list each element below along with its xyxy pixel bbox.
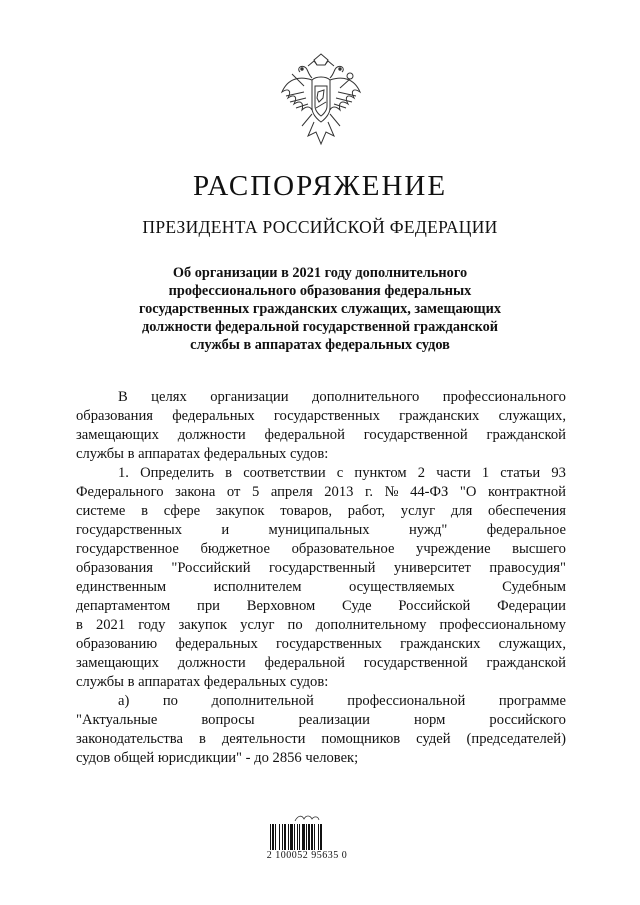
body-word: при [197, 598, 220, 614]
subject-line: должности федеральной государственной гражданской [141, 319, 499, 335]
body-word: дополнительному [315, 617, 427, 633]
body-word: государственных [273, 408, 380, 424]
barcode-bar [311, 824, 313, 850]
body-word: Федерации [497, 598, 566, 614]
body-word: услуг [240, 617, 275, 633]
barcode-bar [275, 824, 276, 850]
body-word: в [225, 465, 233, 481]
barcode-bar [294, 824, 295, 850]
body-word: бюджетное [200, 541, 270, 557]
body-line [76, 730, 566, 749]
subject-line: службы в аппаратах федеральных судов [190, 337, 450, 353]
body-line [76, 502, 566, 521]
body-word: осуществляемых [348, 579, 455, 595]
body-word: пунктом [354, 465, 407, 481]
body-word: учреждение [416, 541, 491, 557]
body-word: 1. [118, 465, 129, 481]
body-word: организации [210, 389, 289, 405]
body-word: образовательное [291, 541, 395, 557]
body-word: 2 [417, 465, 426, 481]
body-word: российского [489, 712, 566, 728]
body-word: закупок [215, 503, 265, 519]
body-word: товаров, [280, 503, 333, 519]
barcode-bar [320, 824, 322, 850]
body-word: должности [177, 427, 246, 443]
body-word: Российской [398, 598, 471, 614]
body-word: помощников [321, 731, 401, 747]
barcode-bar [308, 824, 310, 850]
body-word: дополнительного [312, 389, 420, 405]
small-emblem-mark-icon [292, 813, 322, 823]
body-word: федеральной [264, 427, 345, 443]
barcode-bar [288, 824, 289, 850]
body-word: высшего [512, 541, 566, 557]
body-word: должности [177, 655, 246, 671]
body-word: для [450, 503, 473, 519]
body-word: замещающих [76, 427, 159, 443]
barcode-icon [270, 824, 346, 850]
body-word: гражданских [400, 636, 481, 652]
body-line [76, 692, 566, 711]
body-word: 44-ФЗ [410, 484, 449, 500]
body-line [76, 711, 566, 730]
body-line [76, 464, 566, 483]
body-word: гражданской [486, 655, 566, 671]
body-word: профессиональной [347, 693, 466, 709]
body-word: деятельности [221, 731, 306, 747]
body-word: государственных [275, 636, 382, 652]
barcode-bar [282, 824, 283, 850]
body-word: 93 [551, 465, 566, 481]
barcode-bar [284, 824, 286, 850]
body-word: (председателей) [466, 731, 566, 747]
body-line [76, 521, 566, 540]
body-line [76, 635, 566, 654]
body-word: служащих, [498, 636, 566, 652]
barcode-bar [297, 824, 298, 850]
body-line: службы в аппаратах федеральных судов: [76, 674, 329, 690]
body-word: департаментом [76, 598, 171, 614]
body-word: части [436, 465, 471, 481]
body-line [76, 559, 566, 578]
barcode-bar [290, 824, 293, 850]
body-word: судей [416, 731, 451, 747]
body-line [76, 407, 566, 426]
document-type-title: РАСПОРЯЖЕНИЕ [192, 170, 448, 202]
body-word: году [138, 617, 166, 633]
body-line [76, 597, 566, 616]
body-word: вопросы [201, 712, 255, 728]
body-word: правосудия" [489, 560, 566, 576]
barcode-bar [314, 824, 315, 850]
body-word: 5 [251, 484, 260, 500]
body-word: "Актуальные [76, 712, 158, 728]
body-word: программе [498, 693, 566, 709]
body-word: В [118, 389, 128, 405]
body-word: закупок [178, 617, 228, 633]
body-word: 1 [481, 465, 490, 481]
body-word: реализации [298, 712, 370, 728]
body-word: услуг [400, 503, 436, 519]
body-word: государственных [76, 522, 183, 538]
body-word: замещающих [76, 655, 159, 671]
body-word: статьи [500, 465, 541, 481]
body-word: государственное [76, 541, 179, 557]
barcode-bar [270, 824, 271, 850]
body-word: 2013 [324, 484, 354, 500]
barcode-bar [279, 824, 280, 850]
body-word: законодательства [76, 731, 183, 747]
body-word: Определить [140, 465, 215, 481]
body-word: университет [393, 560, 471, 576]
body-word: профессиональному [439, 617, 566, 633]
body-word: образованию [76, 636, 158, 652]
body-word: государственной [363, 655, 468, 671]
barcode-number: 2 100052 95635 0 [266, 850, 348, 861]
body-word: по [287, 617, 303, 633]
body-word: и [221, 522, 230, 538]
body-line [76, 426, 566, 445]
body-word: федеральной [264, 655, 345, 671]
body-word: сфере [163, 503, 201, 519]
body-word: в [198, 731, 206, 747]
body-word: дополнительной [211, 693, 314, 709]
body-word: "О [459, 484, 477, 500]
body-line [76, 388, 566, 407]
body-line [76, 654, 566, 673]
body-line: судов общей юрисдикции" - до 2856 человек; [76, 750, 359, 766]
body-word: норм [413, 712, 446, 728]
body-word: от [226, 484, 241, 500]
body-word: Федерального [76, 484, 164, 500]
body-word: единственным [76, 579, 167, 595]
body-word: профессионального [442, 389, 566, 405]
body-word: гражданских [399, 408, 480, 424]
body-word: в [141, 503, 148, 519]
body-word: № [384, 484, 399, 500]
body-word: гражданской [486, 427, 566, 443]
document-issuer: ПРЕЗИДЕНТА РОССИЙСКОЙ ФЕДЕРАЦИИ [142, 217, 498, 237]
body-word: Судебным [502, 579, 566, 595]
body-word: закона [175, 484, 216, 500]
body-word: контрактной [487, 484, 566, 500]
body-word: государственный [268, 560, 376, 576]
body-word: образования [76, 408, 153, 424]
body-word: Суде [341, 598, 372, 614]
body-word: нужд" [408, 522, 448, 538]
barcode-bar [272, 824, 274, 850]
subject-line: профессионального образования федеральных [168, 283, 472, 299]
body-word: с [336, 465, 344, 481]
body-word: соответствии [243, 465, 326, 481]
body-word: федеральных [172, 408, 255, 424]
body-word: 2021 [95, 617, 126, 633]
body-word: обеспечения [488, 503, 566, 519]
barcode-bar [318, 824, 319, 850]
body-word: а) [118, 693, 130, 709]
body-word: Верховном [246, 598, 316, 614]
barcode-bar [299, 824, 300, 850]
body-word: образования [76, 560, 153, 576]
subject-line: государственных гражданских служащих, замещающих [139, 301, 501, 317]
body-word: "Российский [171, 560, 251, 576]
body-word: апреля [270, 484, 313, 500]
document-subject [120, 264, 520, 354]
body-word: системе [76, 503, 126, 519]
body-word: г. [365, 484, 373, 500]
body-word: по [162, 693, 178, 709]
russian-coat-of-arms-icon [278, 52, 364, 148]
body-line [76, 578, 566, 597]
body-word: служащих, [498, 408, 566, 424]
barcode-bar [306, 824, 307, 850]
body-line: службы в аппаратах федеральных судов: [76, 446, 329, 462]
body-word: федеральных [175, 636, 258, 652]
subject-line: Об организации в 2021 году дополнительного [172, 265, 468, 281]
document-body [76, 388, 566, 768]
body-word: государственной [363, 427, 468, 443]
barcode-bar [302, 824, 305, 850]
body-word: исполнителем [213, 579, 302, 595]
body-word: муниципальных [268, 522, 370, 538]
body-word: работ, [347, 503, 386, 519]
body-line [76, 616, 566, 635]
body-word: целях [151, 389, 187, 405]
body-line [76, 483, 566, 502]
body-word: в [76, 617, 83, 633]
body-word: федеральное [486, 522, 566, 538]
body-line [76, 540, 566, 559]
